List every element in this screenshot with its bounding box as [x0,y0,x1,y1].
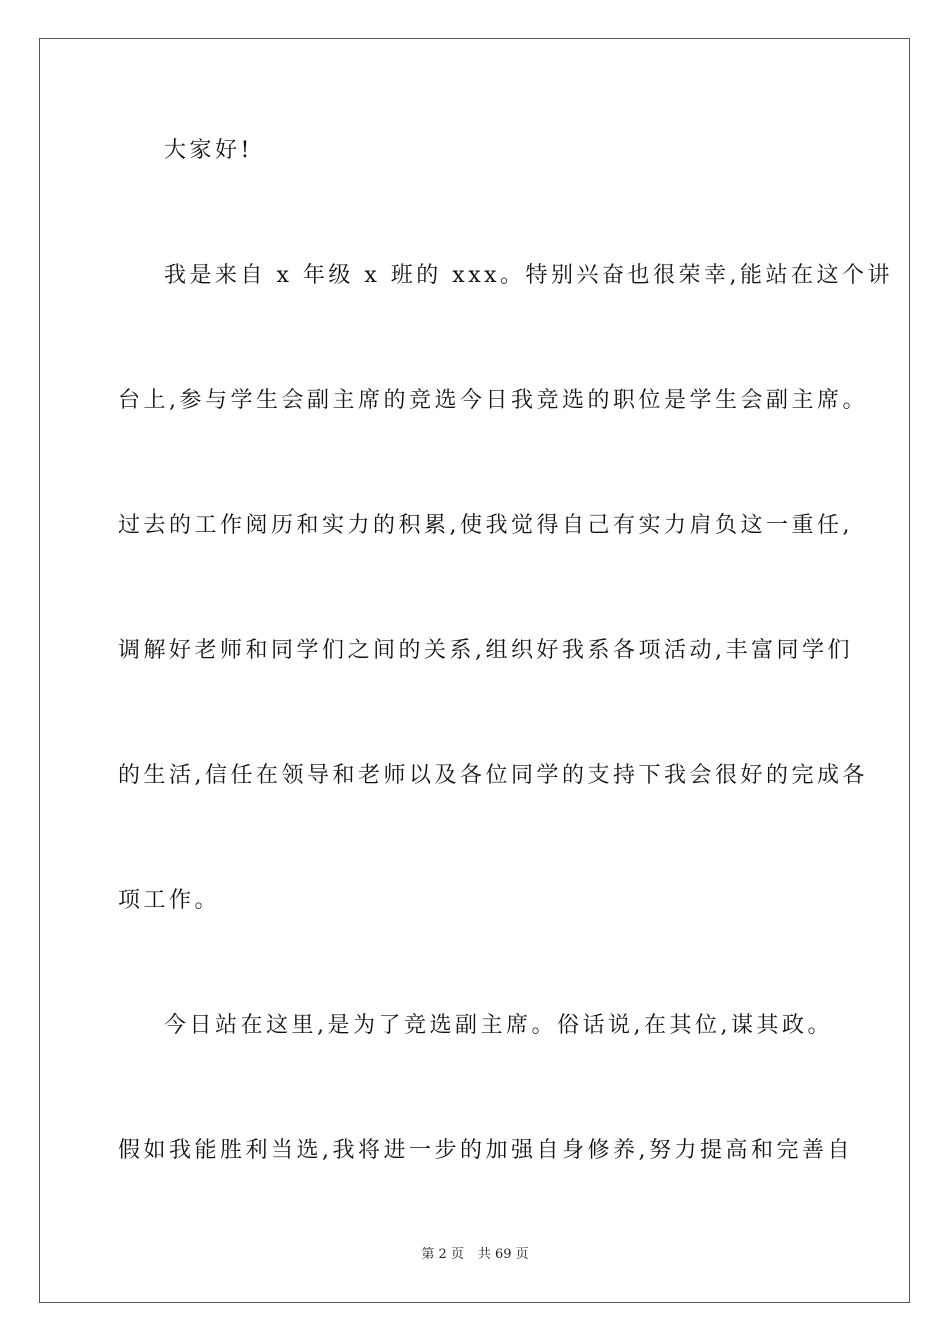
body-line-8: 假如我能胜利当选,我将进一步的加强自身修养,努力提高和完善自 [118,1138,853,1163]
body-line-2: 台上,参与学生会副主席的竞选今日我竞选的职位是学生会副主席。 [118,388,868,413]
body-line-7: 今日站在这里,是为了竞选副主席。俗话说,在其位,谋其政。 [164,1013,833,1038]
body-line-3: 过去的工作阅历和实力的积累,使我觉得自己有实力肩负这一重任, [118,513,853,538]
body-line-1: 我是来自 x 年级 x 班的 xxx。特别兴奋也很荣幸,能站在这个讲 [164,263,893,288]
body-line-6: 项工作。 [118,888,221,913]
page-border [39,38,910,1303]
page-footer [0,1246,950,1264]
body-line-5: 的生活,信任在领导和老师以及各位同学的支持下我会很好的完成各 [118,763,868,788]
body-line-4: 调解好老师和同学们之间的关系,组织好我系各项活动,丰富同学们 [118,638,853,663]
greeting-line: 大家好! [164,138,253,163]
page-total: 共 69 页 [477,1247,529,1262]
page-number: 第 2 页 [421,1247,464,1262]
